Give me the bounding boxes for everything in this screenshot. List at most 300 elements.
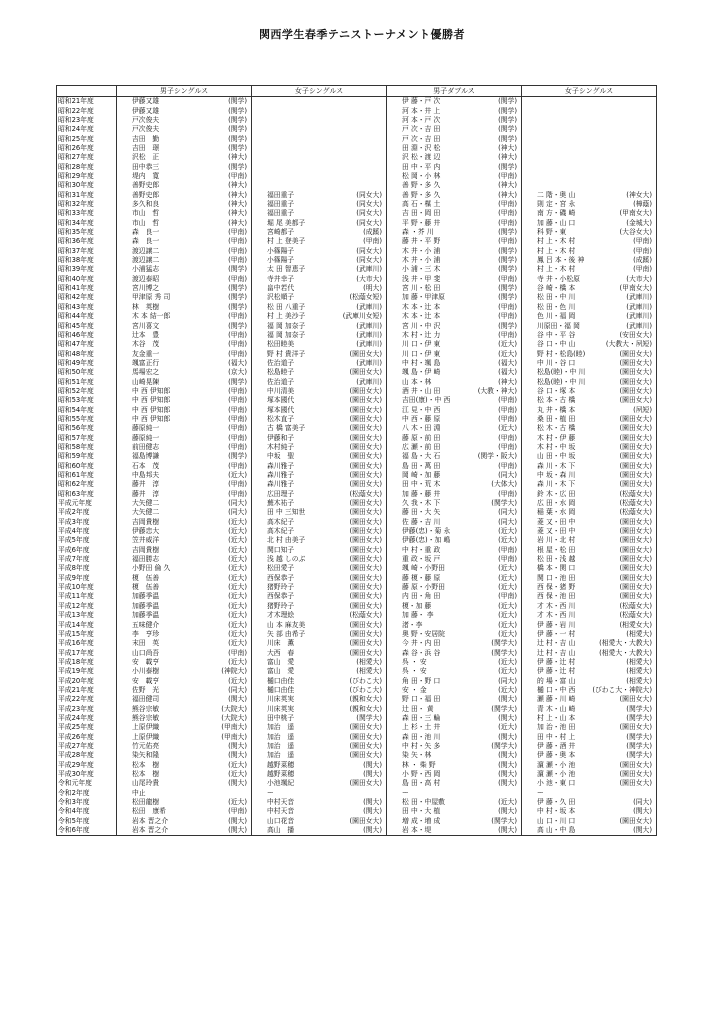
winner-name: 寺 井・小松原 [537, 274, 580, 283]
school-name: (甲南) [228, 172, 247, 181]
womens-doubles-cell [522, 377, 657, 386]
womens-singles-cell [252, 760, 387, 769]
winner-name: 中 西・藤 原 [402, 414, 441, 423]
school-name: (近大) [228, 536, 247, 545]
womens-doubles-cell [522, 704, 657, 713]
mens-singles-cell [117, 527, 252, 536]
winner-name: 関 口・池 田 [537, 573, 576, 582]
school-name: (園田女大) [619, 564, 652, 573]
mens-doubles-cell [387, 312, 522, 321]
table-row [57, 686, 657, 695]
year-cell: 昭和25年度 [57, 134, 117, 143]
mens-singles-cell [117, 153, 252, 162]
school-name: (神女大) [626, 190, 652, 199]
school-name: (関学) [228, 452, 247, 461]
school-name: (同女大) [356, 256, 382, 265]
winner-name: 中 坂・森 川 [537, 471, 576, 480]
winner-name: 中 西 伊知郎 [132, 405, 171, 414]
womens-doubles-cell [522, 116, 657, 125]
mens-doubles-cell [387, 181, 522, 190]
winner-name: 科 野・東 [537, 228, 567, 237]
year-cell: 昭和44年度 [57, 312, 117, 321]
year-cell: 令和4年度 [57, 807, 117, 816]
womens-singles-cell [252, 303, 387, 312]
school-name: (甲南) [498, 237, 517, 246]
winner-name: 樋口由佳 [267, 685, 295, 694]
winner-name: 中 村・颯 島 [402, 358, 441, 367]
winner-name: 多久和良 [132, 200, 160, 209]
womens-doubles-cell [522, 144, 657, 153]
school-name: (園田女大) [349, 648, 382, 657]
mens-doubles-cell [387, 826, 522, 836]
mens-singles-cell [117, 228, 252, 237]
winner-name: 才木理絵 [267, 611, 295, 620]
school-name: (甲南) [228, 442, 247, 451]
year-cell: 平成15年度 [57, 630, 117, 639]
school-name: (神大) [498, 143, 517, 152]
womens-doubles-cell [522, 218, 657, 227]
mens-doubles-cell [387, 415, 522, 424]
womens-singles-cell [252, 452, 387, 461]
school-name: (園田女大) [349, 405, 382, 414]
school-name: (近大) [498, 601, 517, 610]
womens-singles-cell [252, 293, 387, 302]
school-name: (関大) [498, 770, 517, 779]
womens-singles-cell [252, 770, 387, 779]
table-row [57, 415, 657, 424]
winner-name: 木村純子 [267, 442, 295, 451]
school-name: (甲南) [228, 256, 247, 265]
school-name: (関大) [228, 741, 247, 750]
school-name: (園田女大) [619, 545, 652, 554]
mens-doubles-cell [387, 405, 522, 414]
table-row [57, 396, 657, 405]
womens-doubles-cell [522, 583, 657, 592]
womens-doubles-cell [522, 648, 657, 657]
school-name: (関学) [498, 246, 517, 255]
winner-name: 森川雅子 [267, 461, 295, 470]
mens-singles-cell [117, 200, 252, 209]
school-name: (甲南) [633, 237, 652, 246]
womens-singles-cell [252, 265, 387, 274]
mens-doubles-cell [387, 555, 522, 564]
year-cell: 平成11年度 [57, 592, 117, 601]
mens-singles-cell [117, 648, 252, 657]
winner-name: 石本 茂 [132, 461, 160, 470]
school-name: (園田女大) [619, 816, 652, 825]
winner-name: 松田愛子 [267, 564, 295, 573]
mens-singles-cell [117, 144, 252, 153]
school-name: (園田女大) [349, 396, 382, 405]
winner-name: 田 中・村 上 [537, 732, 576, 741]
table-row [57, 489, 657, 498]
year-cell: 昭和38年度 [57, 256, 117, 265]
womens-doubles-cell [522, 190, 657, 199]
womens-doubles-cell [522, 162, 657, 171]
winner-name: 浅 越 しのぶ [267, 555, 306, 564]
school-name: (大教大・夙短) [605, 340, 652, 349]
school-name: (園田女大) [349, 629, 382, 638]
school-name: (園田女大) [619, 517, 652, 526]
table-row [57, 162, 657, 171]
winner-name: 染 矢・林 [402, 751, 432, 760]
school-name: (近大) [228, 770, 247, 779]
winner-name: 村 上・木 村 [537, 265, 576, 274]
school-name: (園田女大) [349, 433, 382, 442]
winner-name: 松田龍樹 [132, 798, 160, 807]
winner-name: 伊藤又雄 [132, 106, 160, 115]
table-row [57, 508, 657, 517]
school-name: (園田女大) [619, 349, 652, 358]
table-row [57, 676, 657, 685]
school-name: (関学・阪大) [477, 452, 517, 461]
womens-doubles-cell [522, 452, 657, 461]
school-name: (成蹊) [363, 228, 382, 237]
school-name: (関学) [228, 284, 247, 293]
winner-name: 榎・加 藤 [402, 601, 432, 610]
winner-name: 菱 又・田 中 [537, 517, 576, 526]
school-name: (近大) [228, 611, 247, 620]
table-row [57, 331, 657, 340]
mens-doubles-cell [387, 611, 522, 620]
winner-name: 八 木・田 淵 [402, 424, 441, 433]
mens-doubles-cell [387, 779, 522, 788]
school-name: (甲南) [228, 807, 247, 816]
winner-name: 前田健志 [132, 442, 160, 451]
header-womens-doubles: 女子シングルス [522, 86, 657, 97]
school-name: (関学大) [491, 499, 517, 508]
winner-name: 南 方・磯 崎 [537, 209, 576, 218]
school-name [517, 790, 520, 797]
mens-singles-cell [117, 97, 252, 107]
school-name: (相愛大) [356, 667, 382, 676]
winner-name: 李 亨珍 [132, 629, 160, 638]
table-row [57, 256, 657, 265]
womens-doubles-cell [522, 134, 657, 143]
table-row [57, 574, 657, 583]
mens-doubles-cell [387, 620, 522, 629]
winner-name: 辻 田・ 黄 [402, 704, 434, 713]
school-name: (近大) [228, 639, 247, 648]
womens-singles-cell [252, 200, 387, 209]
winner-name: 吉 田・岡 田 [402, 209, 441, 218]
mens-doubles-cell [387, 377, 522, 386]
womens-doubles-cell [522, 303, 657, 312]
school-name: (園田女大) [349, 452, 382, 461]
winner-name: 中 西 伊知郎 [132, 386, 171, 395]
womens-singles-cell [252, 321, 387, 330]
mens-singles-cell [117, 256, 252, 265]
school-name: (園田女大) [619, 480, 652, 489]
winner-name: 谷 口・中 山 [537, 340, 576, 349]
school-name: (園田女大) [349, 741, 382, 750]
school-name: (成蹊) [633, 256, 652, 265]
winner-name: 木 井・小 浦 [402, 246, 441, 255]
winner-name: 西 保・池 田 [537, 592, 576, 601]
womens-doubles-cell [522, 611, 657, 620]
winner-name: 森 ・芥 川 [402, 228, 434, 237]
school-name: (武庫川) [356, 377, 382, 386]
winner-name: 増 成・増 成 [402, 816, 441, 825]
school-name: (関大) [228, 779, 247, 788]
school-name: (同大) [228, 685, 247, 694]
womens-singles-cell [252, 574, 387, 583]
womens-doubles-cell [522, 181, 657, 190]
school-name: (武庫川) [626, 321, 652, 330]
table-row [57, 639, 657, 648]
table-row [57, 452, 657, 461]
mens-singles-cell [117, 321, 252, 330]
mens-doubles-cell [387, 536, 522, 545]
school-name: (神大) [498, 153, 517, 162]
table-row [57, 714, 657, 723]
mens-singles-cell [117, 751, 252, 760]
winner-name: 堤内 寛 [132, 172, 160, 181]
school-name: (関大) [228, 816, 247, 825]
womens-singles-cell [252, 275, 387, 284]
winner-name: 塚本國代 [267, 405, 295, 414]
womens-singles-cell [252, 331, 387, 340]
winner-name: 呉 ・ 安 [402, 667, 427, 676]
year-cell: 昭和59年度 [57, 452, 117, 461]
mens-singles-cell [117, 639, 252, 648]
mens-doubles-cell [387, 200, 522, 209]
womens-singles-cell [252, 723, 387, 732]
winner-name: 野 村・松島(睦) [537, 349, 586, 358]
womens-singles-cell [252, 97, 387, 107]
winner-name: 寺井幸子 [267, 274, 295, 283]
winner-name: 山尾玲貴 [132, 779, 160, 788]
winner-name: 伊 藤・辻 村 [537, 657, 576, 666]
womens-doubles-cell [522, 312, 657, 321]
mens-singles-cell [117, 415, 252, 424]
school-name: (同大) [228, 499, 247, 508]
womens-singles-cell [252, 181, 387, 190]
mens-doubles-cell [387, 723, 522, 732]
winner-name: 藤井 淳 [132, 480, 160, 489]
winner-name: 山口花音 [267, 816, 295, 825]
school-name: (同女大) [356, 200, 382, 209]
winner-name: 塚本國代 [267, 396, 295, 405]
school-name: (甲南) [498, 312, 517, 321]
winner-name: 戸次俊夫 [132, 115, 160, 124]
womens-singles-cell [252, 751, 387, 760]
mens-singles-cell [117, 181, 252, 190]
winner-name: 吉田(康)・中 西 [402, 396, 451, 405]
winner-name: 川 口・伊 東 [402, 349, 441, 358]
winner-name: 友金重一 [132, 349, 160, 358]
year-cell: 昭和60年度 [57, 461, 117, 470]
winner-name: 榎 伍善 [132, 583, 160, 592]
year-cell: 令和元年度 [57, 779, 117, 788]
school-name: (武庫川) [356, 358, 382, 367]
year-cell: 平成7年度 [57, 555, 117, 564]
year-cell: 平成16年度 [57, 639, 117, 648]
year-cell: 昭和28年度 [57, 162, 117, 171]
school-name: (関大) [498, 807, 517, 816]
school-name: (相愛大・大教大) [599, 648, 652, 657]
year-cell: 令和6年度 [57, 826, 117, 836]
winner-name: 野 村 貴洋子 [267, 349, 306, 358]
winner-name: 伊藤忠大 [132, 527, 160, 536]
school-name: (甲南) [228, 424, 247, 433]
mens-doubles-cell [387, 658, 522, 667]
school-name: (大市大) [626, 274, 652, 283]
womens-singles-cell [252, 546, 387, 555]
school-name: (近大) [228, 629, 247, 638]
school-name: (園田女大) [349, 424, 382, 433]
mens-singles-cell [117, 630, 252, 639]
winner-name: 田 中・平 内 [402, 162, 441, 171]
mens-doubles-cell [387, 237, 522, 246]
winner-name: 上原伊織 [132, 723, 160, 732]
winner-name: 才 木・西 川 [537, 601, 576, 610]
table-row [57, 630, 657, 639]
winner-name: 善野史郎 [132, 181, 160, 190]
year-cell: 平成12年度 [57, 602, 117, 611]
school-name: (親和女大) [349, 704, 382, 713]
womens-doubles-cell [522, 788, 657, 797]
mens-singles-cell [117, 134, 252, 143]
school-name: (近大) [498, 340, 517, 349]
womens-doubles-cell [522, 368, 657, 377]
winner-name: 濵 瀬・小 池 [537, 760, 576, 769]
table-row [57, 760, 657, 769]
school-name: (甲南) [228, 396, 247, 405]
year-cell: 平成30年度 [57, 770, 117, 779]
winner-name: 広 田・水 岡 [537, 499, 576, 508]
winner-name: 広 瀬・前 田 [402, 442, 441, 451]
school-name: (関学大) [491, 704, 517, 713]
mens-singles-cell [117, 433, 252, 442]
school-name: (甲南) [228, 237, 247, 246]
school-name: (園田女大) [349, 461, 382, 470]
school-name: (関学大) [626, 713, 652, 722]
womens-doubles-cell [522, 798, 657, 807]
winner-name: 大矢健二 [132, 508, 160, 517]
school-name: (甲南) [363, 237, 382, 246]
womens-singles-cell [252, 564, 387, 573]
school-name: (同女大) [356, 246, 382, 255]
mens-singles-cell [117, 574, 252, 583]
winner-name: 関口知子 [267, 545, 295, 554]
winner-name: 戸次俊夫 [132, 125, 160, 134]
table-row [57, 667, 657, 676]
womens-singles-cell [252, 639, 387, 648]
table-row [57, 228, 657, 237]
school-name: (甲南) [498, 274, 517, 283]
table-row [57, 265, 657, 274]
table-row [57, 826, 657, 836]
mens-doubles-cell [387, 686, 522, 695]
year-cell: 昭和51年度 [57, 377, 117, 386]
winner-name: 中 西 伊知郎 [132, 396, 171, 405]
winner-name: 村 上 美沙子 [267, 312, 306, 321]
winner-name: 竹元佑亮 [132, 741, 160, 750]
school-name: (関学) [498, 284, 517, 293]
school-name: (関学) [228, 125, 247, 134]
winner-name: 福 岡 加奈子 [267, 330, 306, 339]
header-mens-singles: 男子シングルス [117, 86, 252, 97]
winner-name: 小川泰樹 [132, 667, 160, 676]
table-row [57, 293, 657, 302]
winner-name: 森川雅子 [267, 471, 295, 480]
winner-name: 森 田・三 輪 [402, 713, 441, 722]
womens-singles-cell [252, 106, 387, 115]
winner-name: 小 浦・三 木 [402, 265, 441, 274]
winner-name: 佐治道子 [267, 377, 295, 386]
year-cell: 昭和31年度 [57, 190, 117, 199]
winner-name: 二 階・奥 山 [537, 190, 576, 199]
table-row [57, 602, 657, 611]
womens-doubles-cell [522, 359, 657, 368]
school-name: (関大) [498, 779, 517, 788]
mens-singles-cell [117, 125, 252, 134]
winner-name: 桑 田・植 田 [537, 414, 576, 423]
school-name: (安田女大) [619, 330, 652, 339]
mens-doubles-cell [387, 630, 522, 639]
winner-name: 笠井威洋 [132, 536, 160, 545]
winner-name: 河 本・井 上 [402, 106, 441, 115]
school-name: (園田女大) [619, 377, 652, 386]
table-row [57, 312, 657, 321]
school-name: (甲南) [498, 545, 517, 554]
year-cell: 昭和35年度 [57, 228, 117, 237]
school-name: (甲南) [228, 480, 247, 489]
winner-name: 小篠陽子 [267, 256, 295, 265]
winner-name: 松 岡・小 林 [402, 172, 441, 181]
school-name: (甲南) [633, 265, 652, 274]
table-row [57, 106, 657, 115]
school-name: (関大) [498, 760, 517, 769]
winner-name: 角 田・野 口 [402, 676, 441, 685]
winner-name: 村 上・木 村 [537, 237, 576, 246]
winner-name: 島 田・高 村 [402, 779, 441, 788]
womens-doubles-cell [522, 564, 657, 573]
school-name: (樟蔭) [633, 200, 652, 209]
school-name: (大谷女大) [619, 228, 652, 237]
school-name: (関学) [498, 115, 517, 124]
year-cell: 平成29年度 [57, 760, 117, 769]
school-name: (関学) [498, 134, 517, 143]
womens-doubles-cell [522, 760, 657, 769]
school-name: (福大) [228, 358, 247, 367]
school-name: (園田女大) [619, 779, 652, 788]
mens-singles-cell [117, 396, 252, 405]
winner-name: 伊 藤・久 田 [537, 798, 576, 807]
winner-name: 松 本・古 橋 [537, 396, 576, 405]
mens-singles-cell [117, 443, 252, 452]
school-name: (松蔭女大) [619, 601, 652, 610]
winner-name: 中川清美 [267, 386, 295, 395]
winner-name: 熊谷宗敏 [132, 704, 160, 713]
womens-singles-cell [252, 779, 387, 788]
winner-name: 岩本 晋之介 [132, 826, 169, 835]
school-name: (園田女大) [349, 499, 382, 508]
winner-name: 伊 藤・戸 次 [402, 97, 441, 106]
year-cell: 昭和58年度 [57, 443, 117, 452]
mens-doubles-cell [387, 798, 522, 807]
school-name: (同大) [498, 517, 517, 526]
winner-name: 濵 瀬・小 池 [537, 770, 576, 779]
womens-singles-cell [252, 461, 387, 470]
school-name: (大教・神大) [477, 386, 517, 395]
school-name: (関大) [498, 751, 517, 760]
year-cell: 昭和47年度 [57, 340, 117, 349]
school-name: (大市大) [356, 274, 382, 283]
school-name: (松蔭女大) [619, 611, 652, 620]
table-row [57, 387, 657, 396]
